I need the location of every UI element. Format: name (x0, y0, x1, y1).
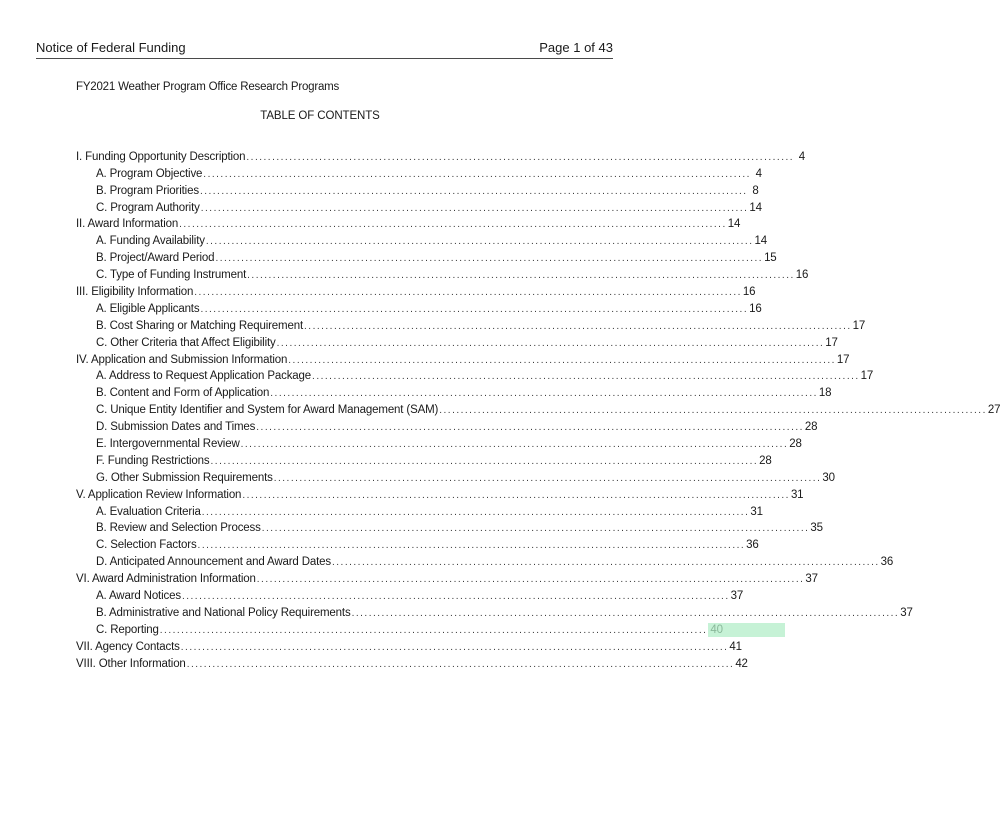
dot-leader: ................................................................................................................................ (205, 236, 754, 248)
dot-leader: ................................................................................................................................ (200, 303, 749, 315)
toc-entry-page: 28 (804, 421, 818, 434)
toc-entry[interactable] (76, 417, 818, 434)
dot-leader: ................................................................................................................................ (439, 405, 987, 417)
toc-entry-label: A. Award Notices (96, 590, 181, 603)
dot-leader: ................................................................................................................................ (194, 287, 742, 299)
toc-entry[interactable] (76, 248, 777, 265)
dot-leader: ................................................................................................................................ (179, 219, 727, 231)
toc-entry-page: 36 (880, 556, 894, 569)
toc-entry-page: 8 (752, 184, 759, 197)
toc-entry-page: 17 (860, 370, 874, 383)
toc-entry-label: VII. Agency Contacts (76, 640, 180, 653)
dot-leader: ................................................................................................................................ (201, 506, 750, 518)
toc-entry-label: IV. Application and Submission Information (76, 353, 288, 366)
table-of-contents (76, 147, 1000, 671)
toc-entry-page: 14 (727, 218, 741, 231)
toc-entry-label: A. Funding Availability (96, 235, 205, 248)
dot-leader: ................................................................................................................................ (273, 472, 822, 484)
dot-leader: ................................................................................................................................ (261, 523, 810, 535)
toc-entry-label: II. Award Information (76, 218, 179, 231)
toc-entry[interactable] (76, 181, 759, 198)
toc-entry-page: 31 (790, 488, 804, 501)
toc-entry[interactable] (76, 350, 850, 367)
toc-entry[interactable] (76, 198, 762, 215)
toc-entry[interactable] (76, 586, 744, 603)
toc-entry-page: 16 (742, 286, 756, 299)
dot-leader: ................................................................................................................................ (181, 591, 730, 603)
toc-entry-page: 14 (749, 201, 762, 214)
toc-entry-label: V. Application Review Information (76, 488, 242, 501)
toc-entry-page: 37 (805, 573, 818, 586)
dot-leader: ................................................................................................................................ (180, 641, 729, 653)
dot-leader: ................................................................................................................................ (215, 253, 764, 265)
toc-entry[interactable] (76, 569, 818, 586)
dot-leader: ................................................................................................................................ (203, 168, 751, 180)
toc-entry[interactable] (76, 620, 723, 637)
toc-entry-label: A. Evaluation Criteria (96, 505, 201, 518)
toc-entry-page: 4 (755, 167, 762, 180)
toc-entry-page: 17 (825, 336, 838, 349)
dot-leader: ................................................................................................................................ (186, 658, 735, 670)
toc-entry-page: 27 (987, 404, 1000, 417)
toc-entry-page: 42 (735, 657, 748, 670)
toc-entry[interactable] (76, 535, 759, 552)
toc-entry[interactable] (76, 164, 762, 181)
toc-entry[interactable] (76, 282, 756, 299)
dot-leader: ................................................................................................................................ (242, 489, 790, 501)
toc-entry[interactable] (76, 400, 1000, 417)
toc-entry-label: D. Anticipated Announcement and Award Dates (96, 556, 331, 569)
toc-entry-page: 40 (708, 623, 785, 637)
toc-entry-page: 16 (795, 269, 809, 282)
toc-entry[interactable] (76, 654, 748, 671)
dot-leader: ................................................................................................................................ (197, 540, 746, 552)
toc-entry-label: C. Unique Entity Identifier and System for Award Management (SAM) (96, 404, 439, 417)
toc-entry-page: 4 (798, 150, 806, 163)
toc-entry-page: 41 (729, 640, 742, 653)
toc-entry[interactable] (76, 265, 809, 282)
toc-entry[interactable] (76, 316, 866, 333)
toc-entry-page: 30 (822, 471, 835, 484)
toc-entry-label: A. Address to Request Application Package (96, 370, 312, 383)
toc-entry-page: 17 (852, 319, 866, 332)
toc-entry[interactable] (76, 299, 762, 316)
toc-entry[interactable] (76, 147, 806, 164)
dot-leader: ................................................................................................................................ (332, 557, 880, 569)
toc-entry-page: 36 (746, 539, 759, 552)
toc-entry[interactable] (76, 231, 767, 248)
toc-entry-label: A. Eligible Applicants (96, 302, 200, 315)
toc-entry[interactable] (76, 603, 913, 620)
toc-entry-label: E. Intergovernmental Review (96, 438, 240, 451)
dot-leader: ................................................................................................................................ (276, 337, 825, 349)
dot-leader: ................................................................................................................................ (288, 354, 836, 366)
dot-leader: ................................................................................................................................ (247, 270, 795, 282)
toc-entry-page: 16 (749, 302, 762, 315)
toc-entry[interactable] (76, 502, 763, 519)
toc-entry[interactable] (76, 637, 742, 654)
dot-leader: ................................................................................................................................ (256, 422, 804, 434)
toc-entry-label: B. Project/Award Period (96, 252, 215, 265)
toc-entry-label: B. Content and Form of Application (96, 387, 270, 400)
dot-leader: ................................................................................................................................ (240, 439, 789, 451)
toc-entry-label: VI. Award Administration Information (76, 573, 256, 586)
toc-entry-label: B. Review and Selection Process (96, 522, 261, 535)
toc-entry[interactable] (76, 434, 802, 451)
toc-entry-page: 35 (810, 522, 823, 535)
toc-entry-label: I. Funding Opportunity Description (76, 150, 246, 163)
toc-entry[interactable] (76, 215, 741, 232)
toc-entry-label: VIII. Other Information (76, 657, 186, 670)
toc-entry-label: C. Selection Factors (96, 539, 197, 552)
toc-entry-label: C. Reporting (96, 623, 159, 636)
toc-entry-label: III. Eligibility Information (76, 286, 194, 299)
dot-leader: ................................................................................................................................ (159, 624, 708, 636)
toc-entry-page: 28 (759, 454, 772, 467)
toc-entry-label: G. Other Submission Requirements (96, 471, 273, 484)
dot-leader: ................................................................................................................................ (199, 185, 748, 197)
toc-entry[interactable] (76, 552, 894, 569)
toc-entry-label: B. Program Priorities (96, 184, 199, 197)
page-header (36, 40, 613, 59)
toc-entry-label: B. Administrative and National Policy Requirements (96, 606, 351, 619)
dot-leader: ................................................................................................................................ (351, 607, 900, 619)
toc-entry[interactable] (76, 367, 874, 384)
toc-entry-label: A. Program Objective (96, 167, 203, 180)
dot-leader: ................................................................................................................................ (256, 574, 805, 586)
toc-entry[interactable] (76, 383, 832, 400)
header-title: Notice of Federal Funding (36, 40, 186, 55)
toc-entry-page: 18 (818, 387, 832, 400)
dot-leader: ................................................................................................................................ (304, 320, 852, 332)
page-number: Page 1 of 43 (539, 40, 613, 55)
toc-entry-label: D. Submission Dates and Times (96, 421, 256, 434)
dot-leader: ................................................................................................................................ (270, 388, 818, 400)
toc-entry[interactable] (76, 451, 772, 468)
toc-entry-page: 14 (754, 235, 767, 248)
toc-entry-page: 31 (750, 505, 763, 518)
dot-leader: ................................................................................................................................ (312, 371, 860, 383)
dot-leader: ................................................................................................................................ (200, 202, 749, 214)
toc-entry[interactable] (76, 333, 838, 350)
toc-entry-page: 15 (764, 252, 777, 265)
toc-entry[interactable] (76, 485, 804, 502)
toc-entry-label: F. Funding Restrictions (96, 454, 210, 467)
toc-entry-page: 37 (730, 590, 744, 603)
toc-entry-page: 17 (836, 353, 850, 366)
toc-entry-page: 28 (789, 438, 802, 451)
toc-entry[interactable] (76, 519, 823, 536)
dot-leader: ................................................................................................................................ (210, 455, 759, 467)
dot-leader: ................................................................................................................................ (246, 151, 795, 163)
toc-entry-page: 37 (900, 606, 913, 619)
toc-entry[interactable] (76, 468, 835, 485)
toc-entry-label: C. Program Authority (96, 201, 200, 214)
toc-entry-label: C. Type of Funding Instrument (96, 269, 247, 282)
document-subtitle: FY2021 Weather Program Office Research Programs (76, 81, 340, 93)
toc-heading: TABLE OF CONTENTS (260, 110, 380, 122)
toc-entry-label: C. Other Criteria that Affect Eligibility (96, 336, 276, 349)
toc-entry-label: B. Cost Sharing or Matching Requirement (96, 319, 304, 332)
